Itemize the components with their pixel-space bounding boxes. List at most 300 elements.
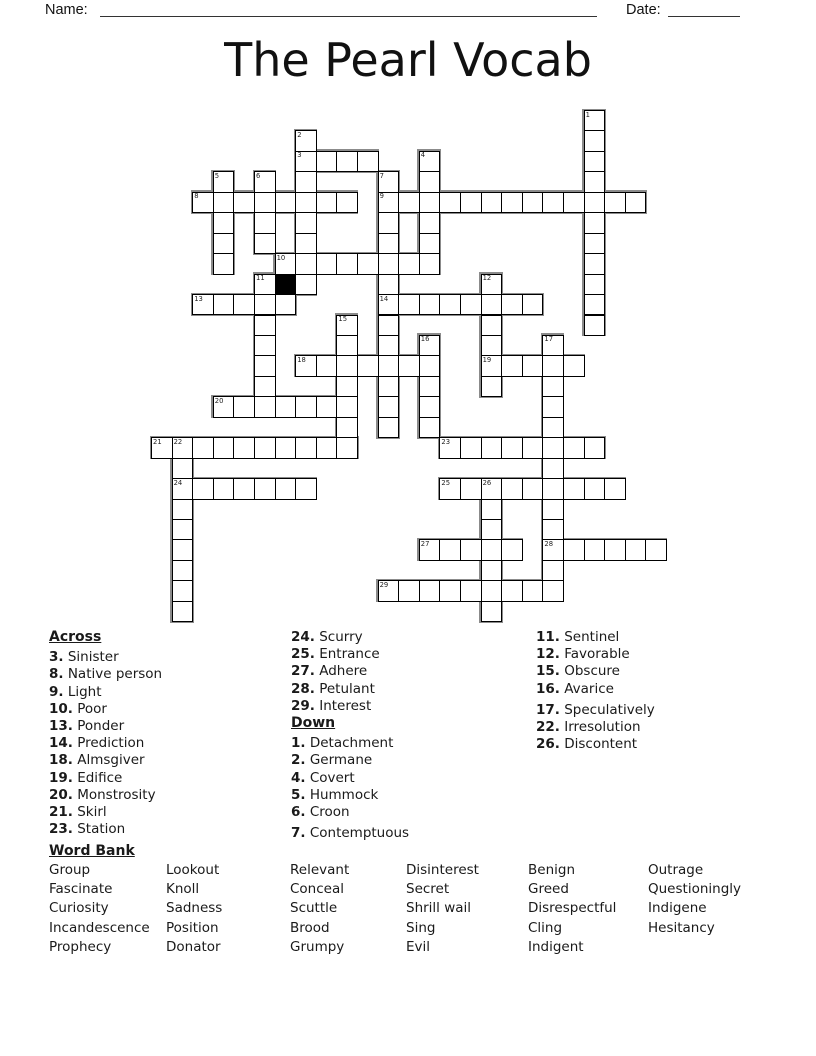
word-bank-item: Greed <box>528 881 569 898</box>
grid-cell[interactable] <box>542 580 564 601</box>
grid-cell[interactable] <box>295 253 317 274</box>
grid-cell[interactable] <box>192 294 214 315</box>
grid-cell[interactable] <box>172 437 194 458</box>
grid-cell[interactable] <box>378 417 400 438</box>
grid-cell[interactable] <box>542 478 564 499</box>
cell-number: 9 <box>379 192 384 201</box>
clue-item-7: 7. Contemptuous <box>291 825 410 842</box>
grid-cell[interactable] <box>316 151 338 172</box>
grid-cell[interactable] <box>542 539 564 560</box>
clue-item-9: 9. Light <box>49 683 102 700</box>
grid-cell[interactable] <box>542 458 564 479</box>
grid-cell[interactable] <box>378 355 400 376</box>
date-label: Date: <box>626 2 661 18</box>
clue-header-down: Down <box>291 715 336 732</box>
grid-cell[interactable] <box>584 151 606 172</box>
grid-cell[interactable] <box>398 192 420 213</box>
cell-number: 19 <box>482 355 492 364</box>
name-label: Name: <box>45 2 88 18</box>
grid-cell[interactable] <box>172 539 194 560</box>
grid-cell[interactable] <box>254 233 276 254</box>
grid-cell[interactable] <box>481 499 503 520</box>
grid-cell[interactable] <box>213 233 235 254</box>
grid-cell[interactable] <box>481 355 503 376</box>
grid-cell[interactable] <box>213 437 235 458</box>
grid-cell[interactable] <box>481 437 503 458</box>
grid-cell[interactable] <box>213 396 235 417</box>
clue-number: 7. <box>291 825 306 842</box>
grid-cell[interactable] <box>439 478 461 499</box>
word-bank-item: Lookout <box>166 862 220 878</box>
grid-cell[interactable] <box>481 315 503 336</box>
grid-cell[interactable] <box>584 171 606 192</box>
grid-cell[interactable] <box>213 212 235 233</box>
grid-cell[interactable] <box>233 437 255 458</box>
grid-cell[interactable] <box>213 171 235 192</box>
clue-item-13: 13. Ponder <box>49 718 125 735</box>
grid-cell[interactable] <box>172 478 194 499</box>
clue-number: 27. <box>291 663 315 680</box>
cell-number: 20 <box>214 396 224 405</box>
clue-item-22: 22. Irresolution <box>536 719 641 736</box>
grid-cell[interactable] <box>378 171 400 192</box>
cell-number: 2 <box>297 130 302 139</box>
grid-cell[interactable] <box>584 233 606 254</box>
word-bank-item: Cling <box>528 919 563 936</box>
grid-cell[interactable] <box>563 192 585 213</box>
clue-item-15: 15. Obscure <box>536 663 620 680</box>
grid-cell[interactable] <box>501 580 523 601</box>
word-bank-column-6 <box>648 861 741 938</box>
grid-cell[interactable] <box>233 396 255 417</box>
cell-number: 18 <box>297 355 306 364</box>
grid-cell[interactable] <box>316 355 338 376</box>
grid-cell[interactable] <box>275 437 297 458</box>
grid-cell[interactable] <box>501 192 523 213</box>
clue-item-19: 19. Edifice <box>49 769 123 786</box>
grid-cell[interactable] <box>398 580 420 601</box>
word-bank-item: Grumpy <box>290 938 345 955</box>
grid-cell[interactable] <box>233 192 255 213</box>
grid-cell[interactable] <box>645 539 667 560</box>
grid-cell[interactable] <box>584 110 606 131</box>
grid-cell[interactable] <box>419 253 441 274</box>
clue-number: 24. <box>291 629 315 645</box>
cell-number: 13 <box>194 294 203 303</box>
clue-number: 15. <box>536 663 560 680</box>
grid-cell[interactable] <box>336 437 358 458</box>
clue-number: 26. <box>536 736 560 753</box>
clue-number: 13. <box>49 718 73 735</box>
grid-cell[interactable] <box>172 560 194 581</box>
grid-cell[interactable] <box>378 396 400 417</box>
grid-cell[interactable] <box>419 192 441 213</box>
grid-cell[interactable] <box>522 192 544 213</box>
word-bank-item: Position <box>166 919 219 936</box>
grid-cell[interactable] <box>275 253 297 274</box>
word-bank-item: Prophecy <box>49 938 112 955</box>
grid-cell[interactable] <box>481 560 503 581</box>
clue-column-1 <box>49 629 162 838</box>
grid-cell[interactable] <box>604 192 626 213</box>
grid-cell[interactable] <box>542 355 564 376</box>
clue-item-29: 29. Interest <box>291 697 372 714</box>
clue-item-1: 1. Detachment <box>291 735 394 752</box>
grid-cell[interactable] <box>295 212 317 233</box>
word-bank-item: Outrage <box>648 862 704 878</box>
grid-cell[interactable] <box>233 478 255 499</box>
grid-cell[interactable] <box>481 192 503 213</box>
word-bank-item: Disinterest <box>406 862 479 878</box>
grid-cell[interactable] <box>172 601 194 622</box>
clue-number: 12. <box>536 646 560 663</box>
grid-cell[interactable] <box>254 294 276 315</box>
cell-number: 7 <box>379 171 384 180</box>
grid-cell[interactable] <box>419 212 441 233</box>
clue-item-6: 6. Croon <box>291 804 350 821</box>
grid-cell[interactable] <box>275 396 297 417</box>
grid-cell[interactable] <box>625 539 647 560</box>
grid-cell[interactable] <box>357 151 379 172</box>
grid-cell[interactable] <box>254 192 276 213</box>
grid-cell[interactable] <box>336 315 358 336</box>
cell-number: 3 <box>297 151 302 160</box>
clue-number: 28. <box>291 680 315 697</box>
grid-cell[interactable] <box>398 253 420 274</box>
grid-cell[interactable] <box>357 355 379 376</box>
grid-cell[interactable] <box>460 437 482 458</box>
grid-cell[interactable] <box>172 499 194 520</box>
grid-cell[interactable] <box>542 417 564 438</box>
grid-cell[interactable] <box>192 437 214 458</box>
grid-cell[interactable] <box>254 274 276 295</box>
grid-cell[interactable] <box>254 212 276 233</box>
grid-cell[interactable] <box>522 580 544 601</box>
grid-cell[interactable] <box>563 355 585 376</box>
grid-cell[interactable] <box>316 437 338 458</box>
clue-number: 9. <box>49 683 64 700</box>
grid-cell[interactable] <box>584 253 606 274</box>
grid-cell[interactable] <box>439 192 461 213</box>
grid-cell[interactable] <box>501 478 523 499</box>
cell-number: 24 <box>173 478 183 487</box>
grid-cell[interactable] <box>584 130 606 151</box>
grid-cell[interactable] <box>336 335 358 356</box>
grid-cell[interactable] <box>295 192 317 213</box>
cell-number: 6 <box>256 171 261 180</box>
cell-number: 15 <box>338 315 348 323</box>
cell-number: 4 <box>420 151 426 160</box>
grid-cell[interactable] <box>542 560 564 581</box>
grid-cell[interactable] <box>378 233 400 254</box>
word-bank-item: Sing <box>406 919 436 936</box>
grid-cell[interactable] <box>460 478 482 499</box>
cell-number: 23 <box>441 437 451 446</box>
clue-number: 11. <box>536 629 560 645</box>
grid-cell[interactable] <box>481 294 503 315</box>
grid-cell[interactable] <box>254 335 276 356</box>
grid-cell[interactable] <box>378 376 400 397</box>
cell-number: 27 <box>420 539 430 548</box>
grid-cell[interactable] <box>295 355 317 376</box>
clue-number: 25. <box>291 646 315 663</box>
clue-item-18: 18. Almsgiver <box>49 752 145 769</box>
word-bank-item: Donator <box>166 938 221 955</box>
grid-cell[interactable] <box>213 253 235 274</box>
grid-cell[interactable] <box>460 539 482 560</box>
clue-number: 1. <box>291 735 306 752</box>
grid-cell[interactable] <box>584 478 606 499</box>
clue-item-23: 23. Station <box>49 821 126 838</box>
clue-number: 10. <box>49 700 73 717</box>
grid-cell[interactable] <box>151 437 173 458</box>
grid-cell[interactable] <box>233 294 255 315</box>
grid-cell[interactable] <box>336 192 358 213</box>
grid-cell[interactable] <box>522 478 544 499</box>
clue-item-25: 25. Entrance <box>291 646 380 663</box>
clue-item-3: 3. Sinister <box>49 649 119 666</box>
word-bank-item: Hesitancy <box>648 919 715 936</box>
grid-cell[interactable] <box>481 601 503 622</box>
clue-number: 5. <box>291 786 306 803</box>
clue-number: 29. <box>291 697 315 714</box>
grid-cell[interactable] <box>336 376 358 397</box>
grid-cell[interactable] <box>542 376 564 397</box>
grid-cell[interactable] <box>419 233 441 254</box>
grid-cell[interactable] <box>439 539 461 560</box>
grid-cell[interactable] <box>192 478 214 499</box>
grid-cell[interactable] <box>336 355 358 376</box>
grid-cell[interactable] <box>336 417 358 438</box>
grid-cell[interactable] <box>398 294 420 315</box>
grid-cell[interactable] <box>378 294 400 315</box>
grid-cell[interactable] <box>172 458 194 479</box>
grid-cell[interactable] <box>275 192 297 213</box>
clue-column-2 <box>291 629 409 842</box>
grid-cell[interactable] <box>295 233 317 254</box>
clue-item-11: 11. Sentinel <box>536 629 620 645</box>
grid-cell[interactable] <box>295 171 317 192</box>
clue-number: 8. <box>49 666 64 683</box>
grid-cell[interactable] <box>213 294 235 315</box>
grid-cell[interactable] <box>563 539 585 560</box>
grid-cell[interactable] <box>378 212 400 233</box>
grid-cell[interactable] <box>625 192 647 213</box>
grid-cell[interactable] <box>563 478 585 499</box>
clue-item-24: 24. Scurry <box>291 629 363 645</box>
grid-cell[interactable] <box>254 437 276 458</box>
grid-cell[interactable] <box>336 396 358 417</box>
grid-cell[interactable] <box>542 396 564 417</box>
grid-cell[interactable] <box>419 335 441 356</box>
grid-cell[interactable] <box>542 499 564 520</box>
grid-cell[interactable] <box>254 376 276 397</box>
grid-cell[interactable] <box>398 355 420 376</box>
grid-cell[interactable] <box>481 580 503 601</box>
word-bank-column-1 <box>49 861 150 957</box>
grid-cell[interactable] <box>419 580 441 601</box>
grid-cell[interactable] <box>172 519 194 540</box>
grid-cell[interactable] <box>481 335 503 356</box>
grid-cell[interactable] <box>481 478 503 499</box>
grid-cell[interactable] <box>419 376 441 397</box>
clue-item-14: 14. Prediction <box>49 735 145 752</box>
clue-number: 17. <box>536 701 560 718</box>
grid-cell[interactable] <box>254 171 276 192</box>
grid-cell[interactable] <box>460 192 482 213</box>
grid-cell[interactable] <box>254 396 276 417</box>
grid-cell[interactable] <box>439 437 461 458</box>
grid-cell[interactable] <box>584 212 606 233</box>
grid-cell[interactable] <box>439 580 461 601</box>
grid-cell[interactable] <box>295 130 317 151</box>
grid-cell[interactable] <box>172 580 194 601</box>
grid-cell[interactable] <box>295 478 317 499</box>
grid-cell[interactable] <box>357 253 379 274</box>
cell-number: 25 <box>441 478 451 487</box>
word-bank-item: Shrill wail <box>406 900 472 917</box>
grid-cell[interactable] <box>378 192 400 213</box>
grid-cell[interactable] <box>419 355 441 376</box>
grid-cell[interactable] <box>481 274 503 295</box>
grid-cell[interactable] <box>213 478 235 499</box>
clue-number: 6. <box>291 804 306 821</box>
grid-cell[interactable] <box>604 539 626 560</box>
grid-cell[interactable] <box>584 315 606 336</box>
grid-cell[interactable] <box>378 335 400 356</box>
grid-cell[interactable] <box>584 294 606 315</box>
grid-cell[interactable] <box>419 417 441 438</box>
clue-item-26: 26. Discontent <box>536 736 638 753</box>
grid-cell[interactable] <box>481 539 503 560</box>
cell-number: 22 <box>173 437 183 446</box>
grid-cell[interactable] <box>316 396 338 417</box>
grid-cell[interactable] <box>460 580 482 601</box>
word-bank-item: Knoll <box>166 881 200 898</box>
clue-item-4: 4. Covert <box>291 769 355 786</box>
clue-item-2: 2. Germane <box>291 752 373 769</box>
grid-cell[interactable] <box>419 151 441 172</box>
cell-number: 28 <box>544 539 554 548</box>
word-bank-column-2 <box>166 861 222 957</box>
grid-cell[interactable] <box>584 539 606 560</box>
clue-number: 20. <box>49 786 73 803</box>
word-bank-header: Word Bank <box>49 843 135 859</box>
word-bank-item: Conceal <box>290 881 344 898</box>
cell-number: 14 <box>379 294 389 303</box>
grid-cell[interactable] <box>542 192 564 213</box>
grid-cell[interactable] <box>584 437 606 458</box>
grid-cell[interactable] <box>584 192 606 213</box>
clue-item-28: 28. Petulant <box>291 680 375 697</box>
grid-cell[interactable] <box>501 539 523 560</box>
grid-cell[interactable] <box>316 192 338 213</box>
grid-cell[interactable] <box>563 437 585 458</box>
clue-item-16: 16. Avarice <box>536 680 614 697</box>
clue-number: 19. <box>49 769 73 786</box>
grid-cell[interactable] <box>316 253 338 274</box>
grid-cell[interactable] <box>542 437 564 458</box>
clue-number: 21. <box>49 804 73 821</box>
clue-number: 2. <box>291 752 306 769</box>
grid-cell[interactable] <box>439 294 461 315</box>
cell-number: 26 <box>482 478 492 487</box>
grid-cell[interactable] <box>213 192 235 213</box>
clue-number: 22. <box>536 719 560 736</box>
grid-cell[interactable] <box>336 151 358 172</box>
grid-cell[interactable] <box>275 294 297 315</box>
clue-item-20: 20. Monstrosity <box>49 786 156 803</box>
clue-item-21: 21. Skirl <box>49 804 107 821</box>
grid-cell[interactable] <box>295 151 317 172</box>
grid-cell[interactable] <box>378 274 400 295</box>
grid-cell[interactable] <box>481 376 503 397</box>
clue-item-8: 8. Native person <box>49 666 163 683</box>
grid-cell[interactable] <box>378 580 400 601</box>
grid-cell[interactable] <box>254 478 276 499</box>
grid-cell[interactable] <box>501 294 523 315</box>
grid-cell[interactable] <box>501 437 523 458</box>
clue-item-10: 10. Poor <box>49 700 107 717</box>
grid-cell[interactable] <box>254 315 276 336</box>
word-bank-item: Secret <box>406 881 450 898</box>
grid-cell[interactable] <box>419 294 441 315</box>
word-bank-column-4 <box>406 861 479 957</box>
grid-cell[interactable] <box>419 171 441 192</box>
grid-cell[interactable] <box>378 315 400 336</box>
word-bank-item: Questioningly <box>648 881 741 898</box>
clue-number: 18. <box>49 752 73 769</box>
word-bank-column-3 <box>290 861 349 957</box>
clue-number: 16. <box>536 680 560 697</box>
grid-cell[interactable] <box>584 274 606 295</box>
word-bank-item: Indigene <box>648 900 707 917</box>
grid-cell-black <box>275 274 297 295</box>
grid-cell[interactable] <box>275 478 297 499</box>
clue-item-12: 12. Favorable <box>536 646 630 663</box>
grid-cell[interactable] <box>542 335 564 356</box>
word-bank-item: Indigent <box>528 938 584 955</box>
clue-column-3 <box>536 629 655 753</box>
word-bank-item: Incandescence <box>49 919 150 936</box>
grid-cell[interactable] <box>295 274 317 295</box>
word-bank-item: Benign <box>528 862 575 878</box>
grid-cell[interactable] <box>460 294 482 315</box>
grid-cell[interactable] <box>542 519 564 540</box>
word-bank-item: Brood <box>290 919 330 936</box>
grid-cell[interactable] <box>378 253 400 274</box>
grid-cell[interactable] <box>295 437 317 458</box>
grid-cell[interactable] <box>254 355 276 376</box>
word-bank-column-5 <box>528 861 616 957</box>
grid-cell[interactable] <box>481 519 503 540</box>
grid-cell[interactable] <box>522 355 544 376</box>
cell-number: 16 <box>420 335 430 344</box>
grid-cell[interactable] <box>604 478 626 499</box>
grid-cell[interactable] <box>192 192 214 213</box>
grid-cell[interactable] <box>419 539 441 560</box>
grid-cell[interactable] <box>522 437 544 458</box>
grid-cell[interactable] <box>295 396 317 417</box>
cell-number: 21 <box>153 437 162 446</box>
grid-cell[interactable] <box>336 253 358 274</box>
grid-cell[interactable] <box>419 396 441 417</box>
grid-cell[interactable] <box>522 294 544 315</box>
clue-number: 14. <box>49 735 73 752</box>
grid-cell[interactable] <box>501 355 523 376</box>
cell-number: 5 <box>214 171 220 180</box>
cell-number: 17 <box>544 335 554 344</box>
